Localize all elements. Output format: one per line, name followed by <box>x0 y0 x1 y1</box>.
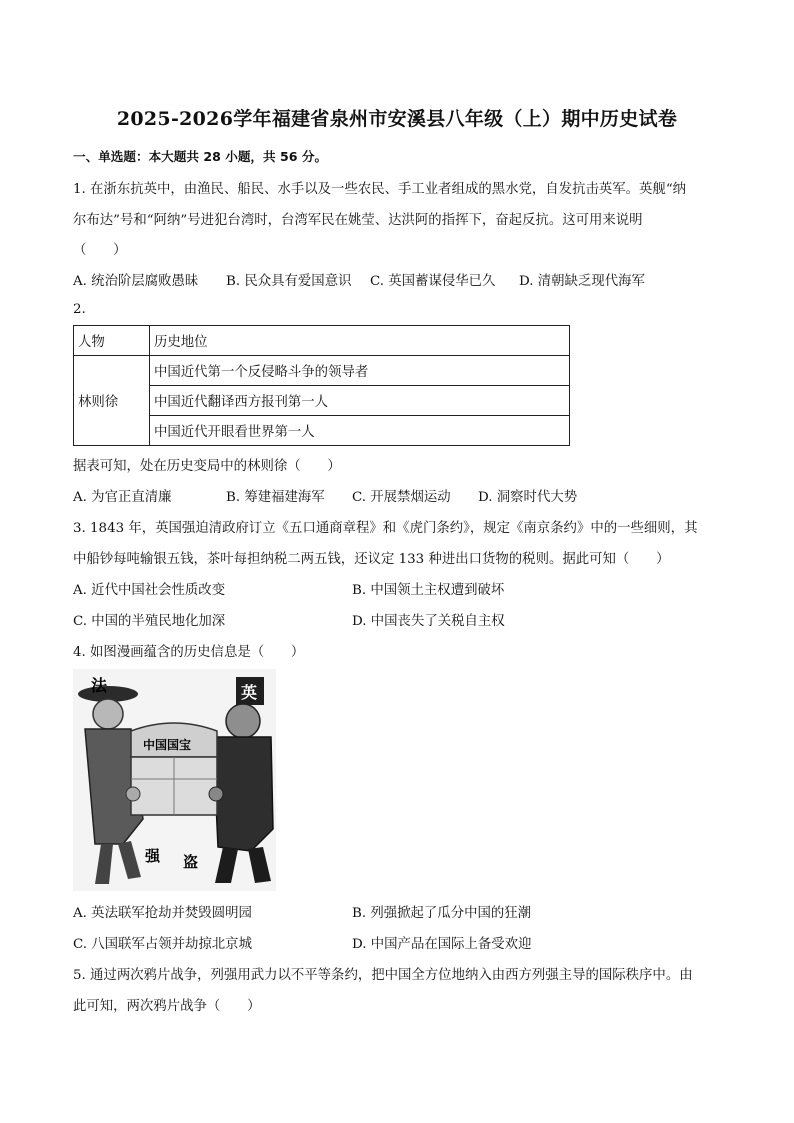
france-head <box>93 699 123 729</box>
q2-option-c[interactable]: C. 开展禁烟运动 <box>352 490 451 505</box>
exam-title: 2025-2026学年福建省泉州市安溪县八年级（上）期中历史试卷 <box>116 108 678 130</box>
table-header-person: 人物 <box>74 326 150 356</box>
table-cell: 中国近代第一个反侵略斗争的领导者 <box>150 356 570 386</box>
q1-line-2: 尔布达”号和“阿纳”号进犯台湾时，台湾军民在姚莹、达洪阿的指挥下，奋起反抗。这可用来说明 <box>73 213 643 228</box>
section-heading: 一、单选题：本大题共 28 小题，共 56 分。 <box>73 149 328 164</box>
q3-line-2: 中船钞每吨输银五钱，茶叶每担纳税二两五钱，还议定 133 种进出口货物的税则。据此可知（ ） <box>73 552 670 567</box>
q4-option-c[interactable]: C. 八国联军占领并劫掠北京城 <box>73 937 252 952</box>
q1-option-a[interactable]: A. 统治阶层腐败愚昧 <box>73 274 199 289</box>
label-strong: 强 <box>145 847 161 865</box>
q4-option-a[interactable]: A. 英法联军抢劫并焚毁圆明园 <box>73 906 252 921</box>
q2-number: 2. <box>73 302 86 317</box>
q5-line-2: 此可知，两次鸦片战争（ ） <box>73 999 261 1014</box>
q3-option-a[interactable]: A. 近代中国社会性质改变 <box>73 583 226 598</box>
q3-option-b[interactable]: B. 中国领土主权遭到破坏 <box>352 583 505 598</box>
q4-option-d[interactable]: D. 中国产品在国际上备受欢迎 <box>352 937 532 952</box>
q4-option-b[interactable]: B. 列强掀起了瓜分中国的狂潮 <box>352 906 532 921</box>
label-britain: 英 <box>241 683 258 702</box>
france-hand <box>126 787 140 801</box>
table-header-status: 历史地位 <box>150 326 570 356</box>
table-person-cell: 林则徐 <box>74 356 150 446</box>
q2-option-a[interactable]: A. 为官正直清廉 <box>73 490 172 505</box>
label-treasure: 中国国宝 <box>143 738 192 752</box>
q1-option-b[interactable]: B. 民众具有爱国意识 <box>226 274 352 289</box>
q5-line-1: 5. 通过两次鸦片战争，列强用武力以不平等条约，把中国全方位地纳入由西方列强主导的国际秩序中。由 <box>73 968 693 983</box>
q2-option-b[interactable]: B. 筹建福建海军 <box>226 490 325 505</box>
table-cell: 中国近代翻译西方报刊第一人 <box>150 386 570 416</box>
political-cartoon <box>73 669 276 891</box>
q1-option-c[interactable]: C. 英国蓄谋侵华已久 <box>370 274 496 289</box>
label-robber: 盗 <box>183 853 199 871</box>
britain-head <box>226 704 260 738</box>
q1-line-3: （ ） <box>73 243 127 258</box>
q4-stem: 4. 如图漫画蕴含的历史信息是（ ） <box>73 645 305 660</box>
q3-option-c[interactable]: C. 中国的半殖民地化加深 <box>73 614 226 629</box>
q3-line-1: 3. 1843 年，英国强迫清政府订立《五口通商章程》和《虎门条约》，规定《南京条约》中的一些细则，其 <box>73 521 698 536</box>
q2-option-d[interactable]: D. 洞察时代大势 <box>478 490 578 505</box>
table-row <box>74 356 570 386</box>
label-france: 法 <box>91 676 108 695</box>
q1-line-1: 1. 在浙东抗英中，由渔民、船民、水手以及一些农民、手工业者组成的黑水党，自发抗击英军。英舰“纳 <box>73 182 687 197</box>
q2-stem: 据表可知，处在历史变局中的林则徐（ ） <box>73 459 341 474</box>
table-cell: 中国近代开眼看世界第一人 <box>150 416 570 446</box>
britain-hand <box>209 787 223 801</box>
history-table <box>73 325 570 446</box>
table-header-row <box>74 326 570 356</box>
q3-option-d[interactable]: D. 中国丧失了关税自主权 <box>352 614 505 629</box>
q1-option-d[interactable]: D. 清朝缺乏现代海军 <box>519 274 645 289</box>
